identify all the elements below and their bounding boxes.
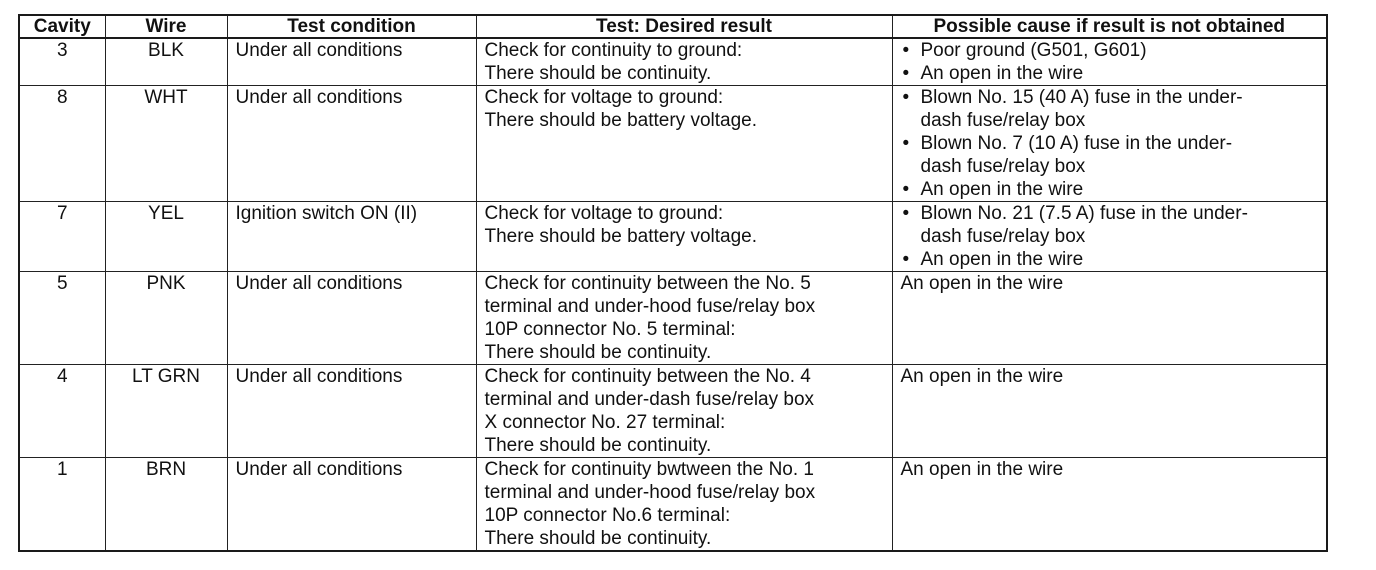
cavity-cell: 1 (19, 458, 105, 552)
cause-text: An open in the wire (920, 249, 1084, 270)
connector-test-table (18, 14, 1328, 552)
cause-item (901, 39, 1319, 62)
table-row (19, 365, 1327, 458)
result-cell (476, 86, 892, 202)
result-line: terminal and under-hood fuse/relay box (484, 482, 816, 503)
table-row (19, 38, 1327, 86)
table-row (19, 202, 1327, 272)
header-row (19, 15, 1327, 38)
result-line: There should be continuity. (484, 63, 712, 84)
result-line: There should be continuity. (484, 342, 712, 363)
cause-cell (892, 38, 1327, 86)
cavity-cell: 5 (19, 272, 105, 365)
bullet: • (902, 87, 910, 108)
result-line: Check for continuity to ground: (484, 40, 743, 61)
header-test-condition: Test condition (227, 15, 476, 38)
result-line: There should be battery voltage. (484, 226, 758, 247)
condition-cell: Under all conditions (227, 86, 476, 202)
header-desired-result: Test: Desired result (476, 15, 892, 38)
cause-cell (892, 202, 1327, 272)
condition-cell: Under all conditions (227, 272, 476, 365)
cause-text: Blown No. 15 (40 A) fuse in the under- (920, 87, 1243, 108)
bullet: • (902, 63, 910, 84)
cause-text: An open in the wire (900, 273, 1064, 294)
cause-list (901, 202, 1319, 271)
table-row (19, 86, 1327, 202)
cause-text: An open in the wire (900, 459, 1064, 480)
cause-list (901, 86, 1319, 201)
cause-item (901, 202, 1319, 248)
cause-cell (892, 365, 1327, 458)
result-line: Check for continuity between the No. 5 (484, 273, 811, 294)
wire-cell: BLK (105, 38, 227, 86)
header-cavity: Cavity (19, 15, 105, 38)
result-line: terminal and under-hood fuse/relay box (484, 296, 816, 317)
cavity-cell: 8 (19, 86, 105, 202)
cause-text: An open in the wire (900, 366, 1064, 387)
cause-cell (892, 86, 1327, 202)
cause-text: Poor ground (G501, G601) (920, 40, 1147, 61)
cavity-cell: 7 (19, 202, 105, 272)
cause-text: An open in the wire (920, 63, 1084, 84)
table-row (19, 272, 1327, 365)
bullet: • (902, 203, 910, 224)
table-row (19, 458, 1327, 552)
result-line: 10P connector No.6 terminal: (484, 505, 731, 526)
condition-cell: Ignition switch ON (II) (227, 202, 476, 272)
cause-text: Blown No. 7 (10 A) fuse in the under- (920, 133, 1233, 154)
cause-item (901, 86, 1319, 132)
header-wire: Wire (105, 15, 227, 38)
bullet: • (902, 40, 910, 61)
bullet: • (902, 249, 910, 270)
result-line: terminal and under-dash fuse/relay box (484, 389, 815, 410)
result-cell (476, 458, 892, 552)
condition-cell: Under all conditions (227, 38, 476, 86)
cause-item (901, 132, 1319, 178)
result-line: Check for voltage to ground: (484, 87, 724, 108)
condition-cell: Under all conditions (227, 365, 476, 458)
header-possible-cause: Possible cause if result is not obtained (892, 15, 1327, 38)
cause-text: An open in the wire (920, 179, 1084, 200)
cause-list (901, 39, 1319, 85)
condition-cell: Under all conditions (227, 458, 476, 552)
bullet: • (902, 179, 910, 200)
cause-text: dash fuse/relay box (920, 226, 1086, 247)
wire-cell: LT GRN (105, 365, 227, 458)
cause-item (901, 248, 1319, 271)
result-cell (476, 365, 892, 458)
result-line: X connector No. 27 terminal: (484, 412, 726, 433)
result-line: There should be battery voltage. (484, 110, 758, 131)
result-cell (476, 202, 892, 272)
result-line: There should be continuity. (484, 435, 712, 456)
result-cell (476, 272, 892, 365)
result-line: Check for voltage to ground: (484, 203, 724, 224)
cause-text: dash fuse/relay box (920, 110, 1086, 131)
cause-text: dash fuse/relay box (920, 156, 1086, 177)
result-cell (476, 38, 892, 86)
wire-cell: PNK (105, 272, 227, 365)
wire-cell: WHT (105, 86, 227, 202)
result-line: 10P connector No. 5 terminal: (484, 319, 736, 340)
wire-cell: BRN (105, 458, 227, 552)
cause-cell (892, 458, 1327, 552)
result-line: Check for continuity between the No. 4 (484, 366, 811, 387)
cavity-cell: 3 (19, 38, 105, 86)
wire-cell: YEL (105, 202, 227, 272)
cavity-cell: 4 (19, 365, 105, 458)
cause-item (901, 62, 1319, 85)
result-line: There should be continuity. (484, 528, 712, 549)
bullet: • (902, 133, 910, 154)
cause-item (901, 178, 1319, 201)
cause-cell (892, 272, 1327, 365)
cause-text: Blown No. 21 (7.5 A) fuse in the under- (920, 203, 1248, 224)
result-line: Check for continuity bwtween the No. 1 (484, 459, 815, 480)
